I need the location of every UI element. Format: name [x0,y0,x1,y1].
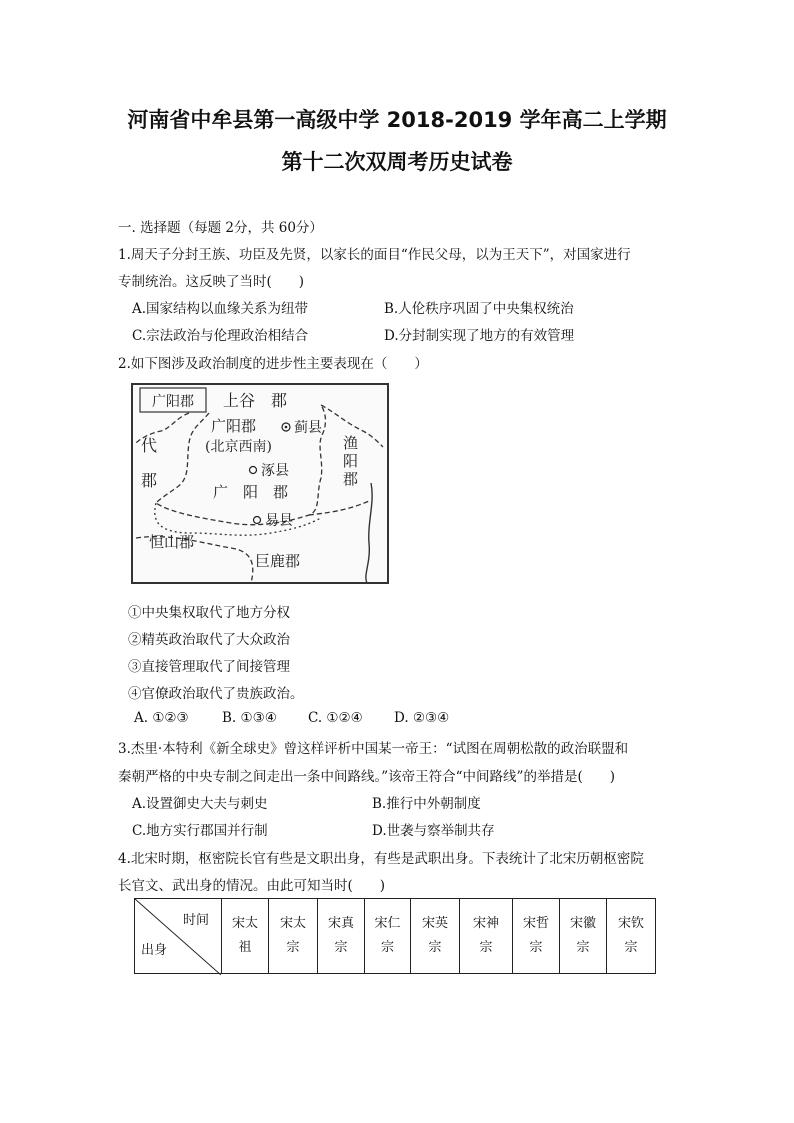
q2-item-3: ③直接管理取代了间接管理 [128,659,290,675]
table-col-6: 宋神 宗 [460,899,513,974]
map-corner-label: 广阳郡 [152,394,194,410]
q2-choice-c: C. ①②④ [308,710,363,726]
q2-item-2: ②精英政治取代了大众政治 [128,632,290,648]
q2-item-4: ④官僚政治取代了贵族政治。 [128,686,304,702]
map-julu: 巨鹿郡 [255,552,301,570]
table-col-9: 宋钦 宗 [607,899,656,974]
map-yixian: 易县 [265,513,293,529]
map-shanggu: 上谷 郡 [223,391,288,410]
table-col-4: 宋仁 宗 [365,899,411,974]
table-col-3: 宋真 宗 [318,899,365,974]
table-col-5: 宋英 宗 [411,899,460,974]
map-yuyang-2: 阳 [343,452,359,470]
q1-option-c: C.宗法政治与伦理政治相结合 [132,328,309,344]
q1-option-b: B.人伦秩序巩固了中央集权统治 [384,301,574,317]
q1-option-a: A.国家结构以血缘关系为纽带 [132,301,309,317]
exam-title-line1: 河南省中牟县第一高级中学 2018-2019 学年高二上学期 [127,108,667,132]
q2-choice-b: B. ①③④ [222,710,277,726]
q2-choice-a: A. ①②③ [134,710,189,726]
exam-title-line2: 第十二次双周考历史试卷 [281,150,513,174]
map-beijing: (北京西南) [205,439,272,455]
map-guangyang-big: 广 阳 郡 [213,483,289,501]
header-origin: 出身 [141,943,168,958]
table-diagonal-header [135,899,222,974]
map-hengshan: 恒山郡 [149,533,195,551]
map-jixian: 蓟县 [294,420,322,436]
q1-stem-line2: 专制统治。这反映了当时( ) [118,274,305,290]
q1-option-d: D.分封制实现了地方的有效管理 [384,328,575,344]
q1-stem-line1: 1.周天子分封王族、功臣及先贤，以家长的面目“作民父母，以为王天下”，对国家进行 [118,247,631,263]
data-table [134,898,656,974]
q3-stem-line1: 3.杰里·本特利《新全球史》曾这样评析中国某一帝王：“试图在周朝松散的政治联盟和 [118,741,629,757]
q3-option-a: A.设置御史大夫与刺史 [132,796,268,812]
map-dai-jun: 郡 [141,471,158,490]
section-heading: 一. 选择题（每题 2分，共 60分） [118,220,323,236]
q2-choice-d: D. ②③④ [394,710,450,726]
q2-stem: 2.如下图涉及政治制度的进步性主要表现在（ ） [118,356,428,372]
q4-stem-line2: 长官文、武出身的情况。由此可知当时( ) [118,878,386,894]
q3-stem-line2: 秦朝严格的中央专制之间走出一条中间路线。”该帝王符合“中间路线”的举措是( ) [118,769,615,785]
q4-stem-line1: 4.北宋时期，枢密院长官有些是文职出身，有些是武职出身。下表统计了北宋历朝枢密院 [118,851,644,867]
map-dai: 代 [141,436,158,455]
map-guangyang-inner: 广阳郡 [211,417,257,435]
map-yuyang-3: 郡 [343,470,359,488]
table-col-1: 宋太 祖 [222,899,269,974]
historical-map [131,383,389,584]
q3-option-c: C.地方实行郡国并行制 [132,823,268,839]
table-col-7: 宋哲 宗 [513,899,560,974]
map-yuyang-1: 渔 [343,434,359,452]
q2-item-1: ①中央集权取代了地方分权 [128,605,290,621]
table-col-8: 宋徽 宗 [560,899,607,974]
table-row [135,899,656,974]
map-zhuoxian: 涿县 [261,463,289,479]
q3-option-d: D.世袭与察举制共存 [372,823,495,839]
q3-option-b: B.推行中外朝制度 [372,796,481,812]
table-col-2: 宋太 宗 [269,899,318,974]
header-time: 时间 [182,913,209,928]
